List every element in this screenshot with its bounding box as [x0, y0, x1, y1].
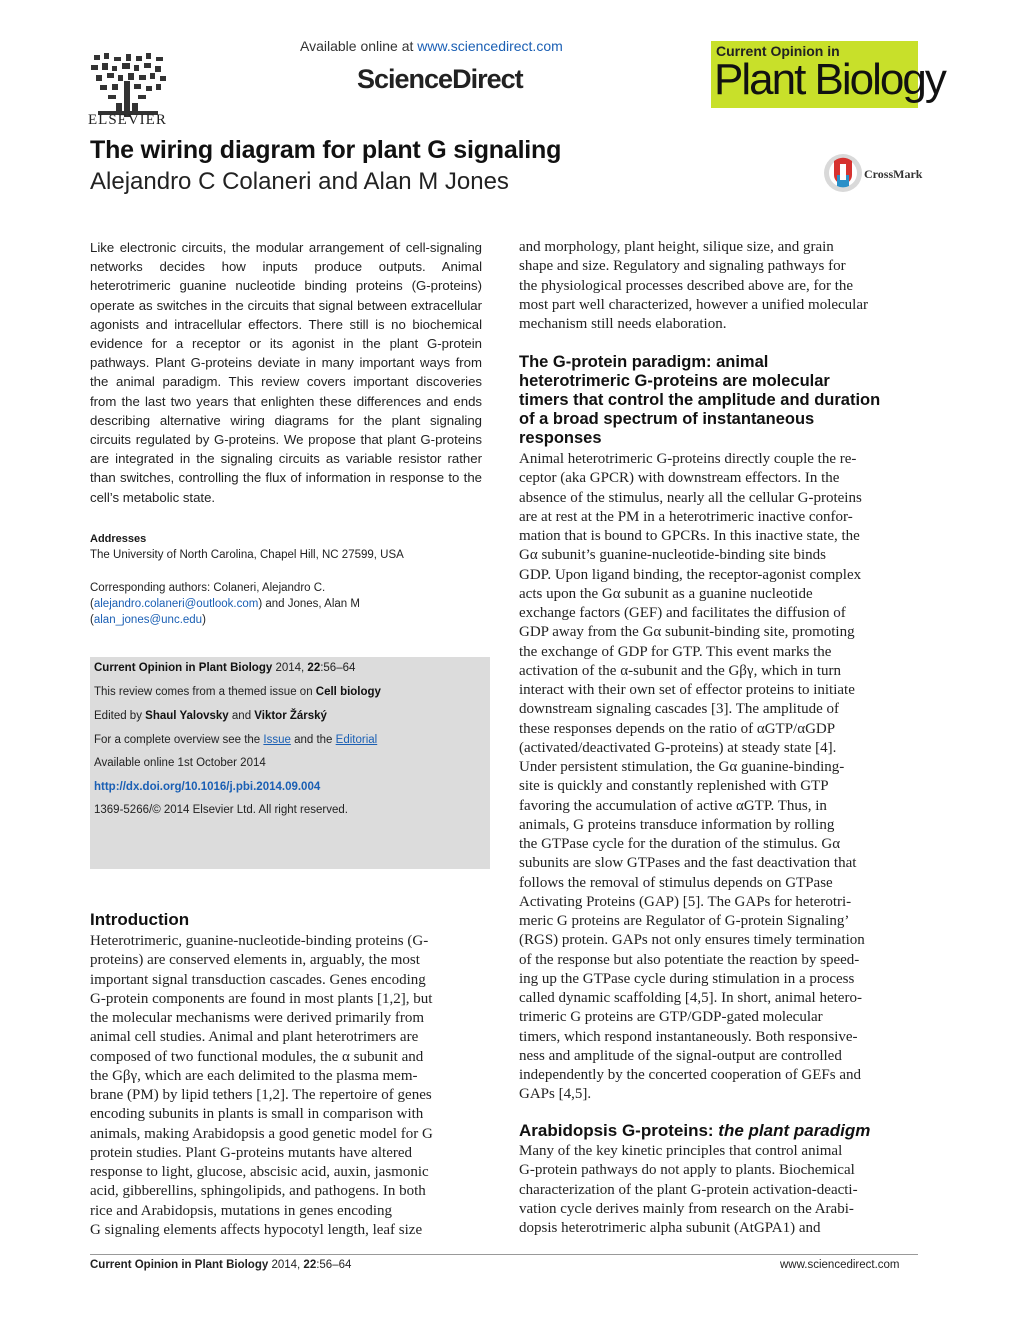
article-title: The wiring diagram for plant G signaling — [90, 136, 562, 164]
journal-banner-top: Current Opinion in — [716, 43, 840, 59]
footer-pages: :56–64 — [316, 1259, 352, 1271]
infobox-editors — [94, 710, 327, 722]
body-line: (RGS) protein. GAPs not only ensures timely termination — [519, 932, 865, 949]
footer-site[interactable]: www.sciencedirect.com — [780, 1259, 900, 1271]
intro-cont-line: the physiological processes described above are, for the — [519, 277, 854, 294]
intro-cont-line: most part well characterized, however a unified molecular — [519, 296, 869, 313]
body-line: mation that is bound to GPCRs. In this inactive state, the — [519, 528, 860, 544]
infobox-pages: :56–64 — [320, 662, 356, 674]
infobox-copyright: 1369-5266/© 2014 Elsevier Ltd. All right reserved. — [94, 804, 348, 816]
intro-line: protein studies. Plant G-proteins mutants have altered — [90, 1144, 413, 1161]
arabidopsis-heading — [519, 1121, 870, 1141]
body-line: Gα subunit’s guanine-nucleotide-binding site binds — [519, 547, 826, 564]
footer-journal: Current Opinion in Plant Biology — [90, 1259, 269, 1271]
footer-year: 2014, — [268, 1259, 304, 1271]
introduction-heading: Introduction — [90, 910, 190, 929]
email-colaneri-link[interactable]: alejandro.colaneri@outlook.com — [93, 598, 259, 610]
available-prefix: Available online at — [300, 38, 418, 54]
intro-continued — [519, 238, 918, 334]
body-line: activation of the α-subunit and the Gβγ, which in turn — [519, 662, 842, 679]
body-line: timers, which respond instantaneously. Both responsive- — [519, 1028, 858, 1045]
infobox-year: 2014, — [272, 662, 308, 674]
body-line: vation cycle derives mainly from research on the Arabi- — [519, 1200, 854, 1217]
heading-line: The G-protein paradigm: animal — [519, 353, 769, 371]
infobox-overview — [94, 734, 377, 746]
gprotein-paradigm-body — [519, 450, 918, 1105]
infobox-citation — [94, 662, 355, 674]
intro-cont-line: shape and size. Regulatory and signaling pathways for — [519, 258, 846, 275]
body-line: ness and amplitude of the signal-output are controlled — [519, 1047, 842, 1064]
footer-volume: 22 — [303, 1259, 317, 1271]
intro-line: rice and Arabidopsis, mutations in genes encoding — [90, 1202, 393, 1219]
editorial-link[interactable]: Editorial — [335, 734, 378, 746]
sciencedirect-link[interactable]: www.sciencedirect.com — [417, 38, 563, 54]
body-line: subunits are slow GTPases and the fast deactivation that — [519, 855, 857, 872]
crossmark-label: CrossMark — [864, 167, 923, 181]
intro-line: composed of two functional modules, the α subunit and — [90, 1048, 424, 1065]
body-line: animals, G proteins transduce information by rolling — [519, 816, 835, 833]
body-line: follows the removal of stimulus depends on GTPase — [519, 874, 833, 891]
intro-line: G-protein components are found in most plants [1,2], but — [90, 990, 433, 1007]
body-line: ceptor (aka GPCR) with downstream effectors. In the — [519, 470, 840, 487]
body-line: Many of the key kinetic principles that control animal — [519, 1143, 843, 1159]
body-line: GDP away from the Gα subunit-binding site, promoting — [519, 624, 855, 641]
heading-line: timers that control the amplitude and duration — [519, 391, 881, 409]
infobox-editor-2: Viktor Žárský — [254, 710, 327, 722]
body-line: Animal heterotrimeric G-proteins directly couple the re- — [519, 451, 857, 467]
infobox-editor-1: Shaul Yalovsky — [145, 710, 229, 722]
intro-line: acid, gibberellins, sphingolipids, and pathogens. In both — [90, 1183, 426, 1200]
body-line: interact with their own set of effector proteins to initiate — [519, 682, 855, 698]
available-online — [300, 38, 563, 54]
body-line: (activated/deactivated G-proteins) at steady state [4]. — [519, 739, 837, 756]
body-line: these responses depends on the ratio of αGTP/αGDP — [519, 720, 836, 737]
article-authors: Alejandro C Colaneri and Alan M Jones — [90, 168, 509, 195]
body-line: characterization of the plant G-protein activation-deacti- — [519, 1181, 858, 1198]
infobox-and-the: and the — [290, 734, 336, 746]
intro-line: Heterotrimeric, guanine-nucleotide-binding proteins (G- — [90, 933, 429, 949]
infobox-edited-prefix: Edited by — [94, 710, 146, 722]
intro-line: important signal transduction cascades. Genes encoding — [90, 971, 426, 988]
infobox-journal: Current Opinion in Plant Biology — [94, 662, 273, 674]
introduction-body — [90, 932, 490, 1240]
footer-citation — [90, 1259, 351, 1271]
body-line: called dynamic scaffolding [4,5]. In short, animal hetero- — [519, 990, 862, 1006]
body-line: downstream signaling cascades [3]. The amplitude of — [519, 701, 840, 718]
elsevier-wordmark: ELSEVIER — [88, 112, 167, 128]
infobox-theme-name: Cell biology — [315, 686, 381, 698]
body-line: G-protein pathways do not apply to plants. Biochemical — [519, 1162, 855, 1179]
heading-line: of a broad spectrum of instantaneous — [519, 410, 815, 428]
body-line: GDP. Upon ligand binding, the receptor-agonist complex — [519, 566, 862, 583]
body-line: Under persistent stimulation, the Gα guanine-binding- — [519, 759, 845, 775]
body-line: Activating Proteins (GAP) [5]. The GAPs for heterotri- — [519, 893, 852, 910]
gprotein-paradigm-heading — [519, 353, 919, 448]
corresponding-prefix: Corresponding authors: Colaneri, Alejandro C. — [90, 582, 326, 594]
intro-line: animals, making Arabidopsis a good genetic model for G — [90, 1125, 433, 1142]
address-line: The University of North Carolina, Chapel Hill, NC 27599, USA — [90, 549, 404, 561]
body-line: absence of the stimulus, nearly all the cellular G-proteins — [519, 489, 862, 506]
arabidopsis-heading-plain: Arabidopsis G-proteins: — [519, 1121, 719, 1140]
intro-cont-line: mechanism still needs elaboration. — [519, 316, 727, 332]
body-line: are at rest at the PM in a heterotrimeric inactive confor- — [519, 508, 853, 525]
infobox-available: Available online 1st October 2014 — [94, 757, 266, 769]
abstract: Like electronic circuits, the modular arrangement of cell-signaling networks decides how inputs produce outputs. Animal heterotrimeric guanine nucleotide binding proteins (G-proteins) operate as switches in the circuits that signal between extracellular agonists and intracellular effectors. There still is no biochemical evidence for a receptor or its agonist in the plant G-protein pathways. Plant G-proteins deviate in many important ways from the animal paradigm. This review covers important discoveries from the last two years that enlighten these differences and ends describing alternative wiring diagrams for the plant signaling circuits regulated by G-proteins. We propose that plant G-proteins are integrated in the signaling circuits as variable resistor rather than switches, controlling the flux of information in response to the cell’s metabolic state. — [90, 240, 482, 505]
intro-cont-line: and morphology, plant height, silique size, and grain — [519, 239, 834, 255]
footer-rule — [90, 1254, 918, 1255]
addresses-heading: Addresses — [90, 533, 147, 545]
infobox-doi — [94, 781, 320, 793]
infobox-overview-prefix: For a complete overview see the — [94, 734, 264, 746]
sciencedirect-wordmark: ScienceDirect — [357, 64, 523, 94]
body-line: dopsis heterotrimeric alpha subunit (AtGPA1) and — [519, 1220, 821, 1236]
intro-line: brane (PM) by lipid tethers [1,2]. The repertoire of genes — [90, 1087, 432, 1103]
body-line: favoring the accumulation of active αGTP. Thus, in — [519, 797, 827, 814]
doi-link[interactable]: http://dx.doi.org/10.1016/j.pbi.2014.09.004 — [94, 781, 321, 793]
intro-line: the Gβγ, which are each delimited to the plasma mem- — [90, 1067, 418, 1084]
intro-line: the molecular mechanisms were derived primarily from — [90, 1010, 425, 1026]
body-line: site is quickly and constantly replenished with GTP — [519, 778, 829, 795]
body-line: the GTPase cycle for the duration of the stimulus. Gα — [519, 836, 841, 852]
body-line: ing up the GTPase cycle during stimulation in a process — [519, 970, 855, 987]
body-line: acts upon the Gα subunit as a guanine nucleotide — [519, 585, 813, 602]
intro-line: proteins) are conserved elements in, arguably, the most — [90, 952, 420, 969]
issue-link[interactable]: Issue — [263, 734, 291, 746]
intro-line: animal cell studies. Animal and plant heterotrimers are — [90, 1029, 419, 1046]
intro-line: G signaling elements affects hypocotyl length, leaf size — [90, 1221, 423, 1238]
intro-line: response to light, glucose, abscisic acid, auxin, jasmonic — [90, 1164, 429, 1180]
infobox-theme-prefix: This review comes from a themed issue on — [94, 686, 316, 698]
corresponding-mid: ) and Jones, Alan M — [258, 598, 360, 610]
arabidopsis-body — [519, 1142, 918, 1238]
heading-line: responses — [519, 429, 602, 447]
body-line: of the response but also potentiate the reaction by speed- — [519, 951, 860, 968]
body-line: independently by the concerted cooperation of GEFs and — [519, 1067, 861, 1083]
heading-line: heterotrimeric G-proteins are molecular — [519, 372, 830, 390]
body-line: exchange factors (GEF) and facilitates the diffusion of — [519, 605, 846, 621]
body-line: GAPs [4,5]. — [519, 1086, 592, 1103]
intro-line: encoding subunits in plants is small in comparison with — [90, 1106, 424, 1123]
body-line: trimeric G proteins are GTP/GDP-gated molecular — [519, 1009, 823, 1026]
email-jones-link[interactable]: alan_jones@unc.edu — [93, 614, 203, 626]
corresponding-authors: Corresponding authors: Colaneri, Alejandro C. (alejandro.colaneri@outlook.com) and Jones, Alan M (alan_jones@unc.edu) — [90, 582, 360, 626]
infobox-theme — [94, 686, 381, 698]
infobox-volume: 22 — [307, 662, 321, 674]
arabidopsis-heading-italic: the plant paradigm — [718, 1121, 871, 1140]
crossmark-icon[interactable] — [823, 153, 863, 193]
body-line: the exchange of GDP for GTP. This event marks the — [519, 643, 832, 660]
body-line: meric G proteins are Regulator of G-protein Signaling’ — [519, 913, 850, 929]
infobox-and: and — [228, 710, 255, 722]
journal-banner-name: Plant Biology — [714, 55, 945, 104]
